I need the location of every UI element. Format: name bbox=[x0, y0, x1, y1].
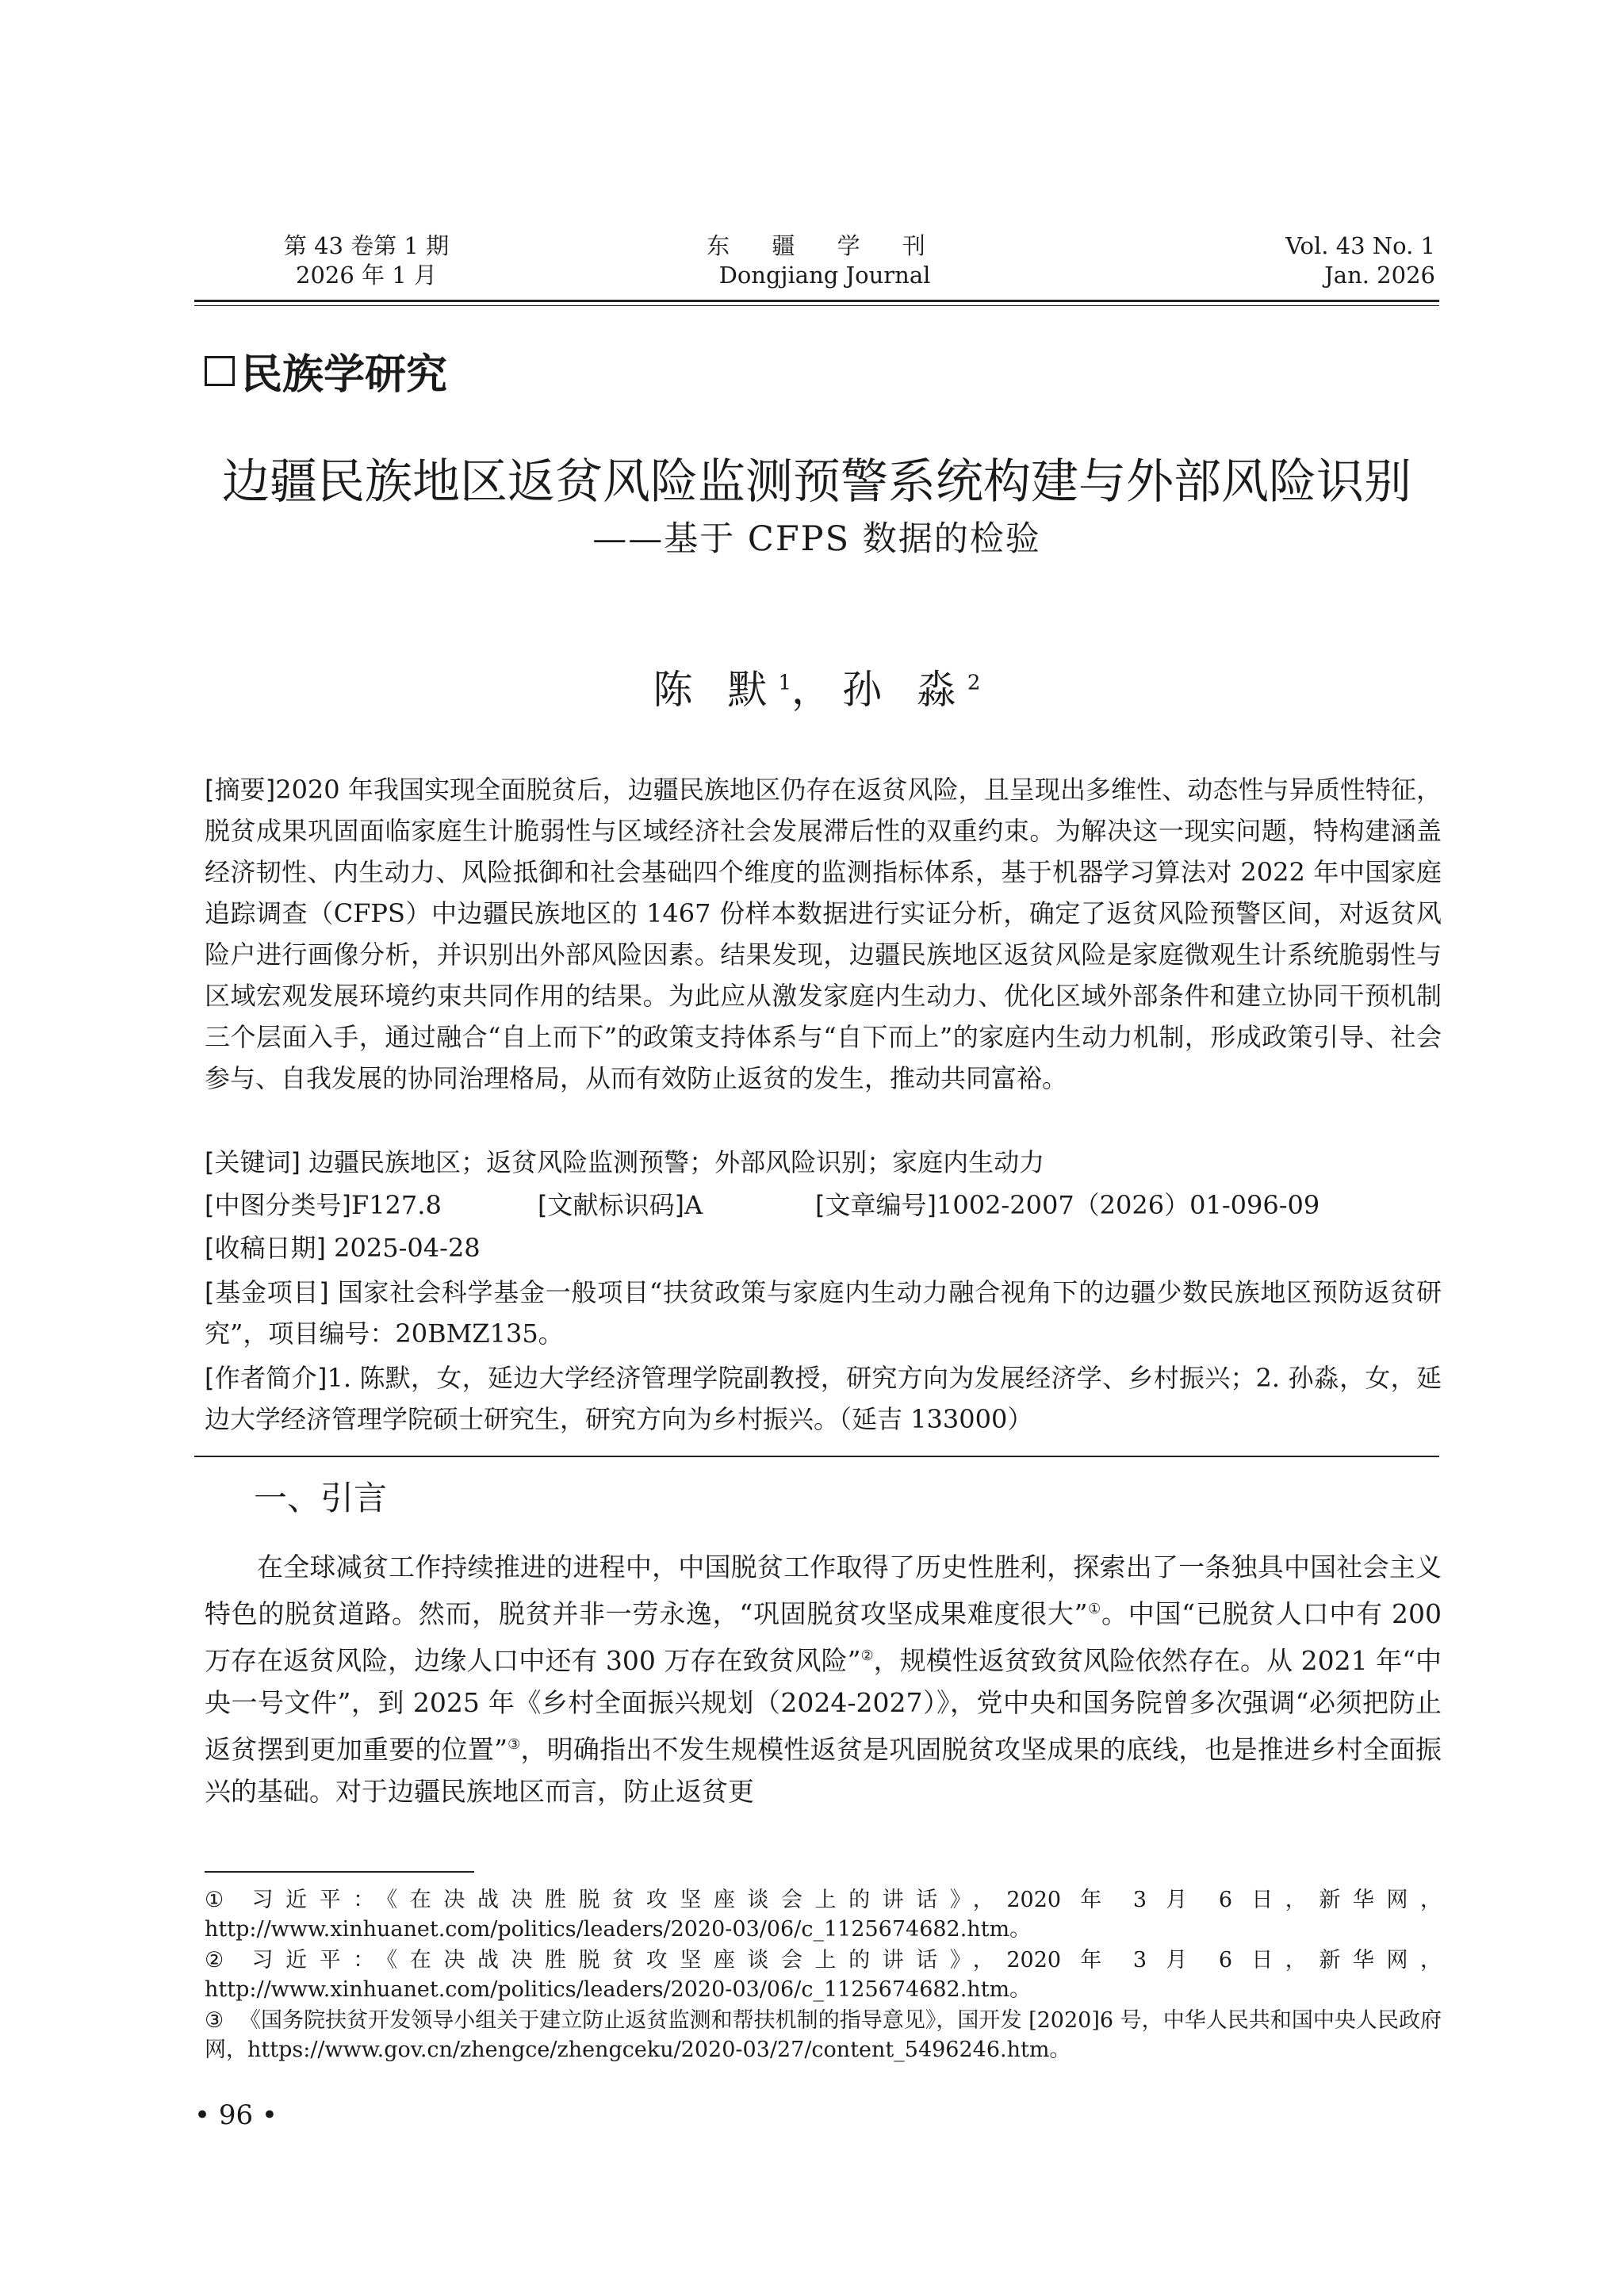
volume-en: Vol. 43 No. 1 bbox=[1285, 232, 1435, 259]
volume-issue: 第 43 卷第 1 期 bbox=[283, 232, 450, 259]
article-title: 边疆民族地区返贫风险监测预警系统构建与外部风险识别 bbox=[222, 454, 1411, 510]
received-value: 2025-04-28 bbox=[325, 1233, 481, 1263]
column-label bbox=[205, 341, 447, 400]
footnotes bbox=[205, 1885, 1442, 2066]
received-date bbox=[205, 1227, 1442, 1269]
clc-field bbox=[205, 1184, 538, 1226]
header-left bbox=[216, 232, 517, 290]
received-tag: [收稿日期] bbox=[205, 1233, 326, 1263]
author-intro-text: 1. 陈默，女，延边大学经济管理学院副教授，研究方向为发展经济学、乡村振兴；2. 孙淼，女，延边大学经济管理学院硕士研究生，研究方向为乡村振兴。（延吉 133000） bbox=[205, 1363, 1442, 1434]
author-1: 陈 默 bbox=[653, 667, 779, 713]
footnote-mark: ③ bbox=[205, 2008, 224, 2033]
article-number-value: 1002-2007（2026）01-096-09 bbox=[936, 1190, 1320, 1220]
article-number-field bbox=[815, 1184, 1320, 1226]
article-number-tag: [文章编号] bbox=[815, 1190, 936, 1220]
body-text-3: ，规模性返贫致贫风险依然存在。从 2021 年“中央一号文件”，到 2025 年《乡村全面振兴规划（2024-2027）》，党中央和国务院曾多次强调“必须把防止返贫摆到更加重要的位置” bbox=[205, 1645, 1442, 1765]
page-number: • 96 • bbox=[194, 2099, 278, 2131]
footnote-ref-2: ② bbox=[860, 1647, 874, 1664]
footnote bbox=[205, 1946, 1442, 2004]
body-paragraph bbox=[205, 1546, 1442, 1812]
footnote-text: 习近平：《在决战决胜脱贫攻坚座谈会上的讲话》，2020 年 3 月 6 日，新华网，http://www.xinhuanet.com/politics/leaders/2020-03/06/c_1125674682.htm。 bbox=[205, 1888, 1442, 1942]
keywords bbox=[205, 1142, 1442, 1183]
journal-name-cn: 东 疆 学 刊 bbox=[707, 232, 943, 259]
issue-date-cn: 2026 年 1 月 bbox=[296, 262, 437, 289]
footnote-text: 《国务院扶贫开发领导小组关于建立防止返贫监测和帮扶机制的指导意见》，国开发 [2020]6 号，中华人民共和国中央人民政府网，https://www.gov.cn/zhengce/zhengceku/2020-03/27/content_5496246.htm。 bbox=[205, 2008, 1442, 2062]
footnote-mark: ② bbox=[205, 1948, 224, 1973]
footnote-rule bbox=[205, 1871, 474, 1873]
author-intro-tag: [作者简介] bbox=[205, 1363, 327, 1393]
author-line bbox=[194, 658, 1439, 715]
footnote-ref-1: ① bbox=[1087, 1601, 1102, 1617]
keywords-text: 边疆民族地区；返贫风险监测预警；外部风险识别；家庭内生动力 bbox=[300, 1147, 1045, 1177]
doc-code-value: A bbox=[684, 1190, 703, 1220]
footnote bbox=[205, 1885, 1442, 1944]
abstract-rule bbox=[194, 1456, 1439, 1457]
body-text-1: 在全球减贫工作持续推进的进程中，中国脱贫工作取得了历史性胜利，探索出了一条独具中国社会主义特色的脱贫道路。然而，脱贫并非一劳永逸，“巩固脱贫攻坚成果难度很大” bbox=[205, 1552, 1442, 1629]
body-text-4: ，明确指出不发生规模性返贫是巩固脱贫攻坚成果的底线，也是推进乡村全面振兴的基础。对于边疆民族地区而言，防止返贫更 bbox=[205, 1734, 1442, 1807]
fund-tag: [基金项目] bbox=[205, 1277, 329, 1307]
issue-date-en: Jan. 2026 bbox=[1324, 262, 1435, 289]
footnote-ref-3: ③ bbox=[507, 1736, 521, 1753]
abstract bbox=[205, 769, 1442, 1099]
classification-row bbox=[205, 1184, 1442, 1226]
column-label-text: 民族学研究 bbox=[241, 351, 448, 399]
abstract-tag: [摘要] bbox=[205, 775, 276, 805]
footnote-text: 习近平：《在决战决胜脱贫攻坚座谈会上的讲话》，2020 年 3 月 6 日，新华网，http://www.xinhuanet.com/politics/leaders/2020-03/06/c_1125674682.htm。 bbox=[205, 1948, 1442, 2002]
abstract-text: 2020 年我国实现全面脱贫后，边疆民族地区仍存在返贫风险，且呈现出多维性、动态性与异质性特征，脱贫成果巩固面临家庭生计脆弱性与区域经济社会发展滞后性的双重约束。为解决这一现实问题，特构建涵盖经济韧性、内生动力、风险抵御和社会基础四个维度的监测指标体系，基于机器学习算法对 2022 年中国家庭追踪调查（CFPS）中边疆民族地区的 1467 份样本数据进行实证分析，确定了返贫风险预警区间，对返贫风险户进行画像分析，并识别出外部风险因素。结果发现，边疆民族地区返贫风险是家庭微观生计系统脆弱性与区域宏观发展环境约束共同作用的结果。为此应从激发家庭内生动力、优化区域外部条件和建立协同干预机制三个层面入手，通过融合“自上而下”的政策支持体系与“自下而上”的家庭内生动力机制，形成政策引导、社会参与、自我发展的协同治理格局，从而有效防止返贫的发生，推动共同富裕。 bbox=[205, 775, 1442, 1093]
square-box-icon bbox=[205, 356, 235, 386]
author-intro bbox=[205, 1357, 1442, 1440]
journal-name-en: Dongjiang Journal bbox=[718, 262, 931, 289]
keywords-tag: [关键词] bbox=[205, 1147, 301, 1177]
author-separator: ， bbox=[791, 667, 842, 713]
author-2-affiliation: 2 bbox=[967, 671, 981, 695]
section-title: 一、引言 bbox=[254, 1479, 388, 1517]
doc-code-field bbox=[538, 1184, 815, 1226]
header-right bbox=[1174, 232, 1435, 290]
author-2: 孙 淼 bbox=[842, 667, 967, 713]
author-1-affiliation: 1 bbox=[778, 671, 791, 695]
body-text-2: 。中国“已脱贫人口中有 200 万存在返贫风险，边缘人口中还有 300 万存在致贫风险” bbox=[205, 1598, 1442, 1676]
doc-code-tag: [文献标识码] bbox=[538, 1190, 684, 1220]
header-rule bbox=[194, 300, 1439, 302]
article-subtitle: ——基于 CFPS 数据的检验 bbox=[592, 519, 1041, 559]
fund-text: 国家社会科学基金一般项目“扶贫政策与家庭内生动力融合视角下的边疆少数民族地区预防返贫研究”，项目编号：20BMZ135。 bbox=[205, 1277, 1442, 1349]
fund-project bbox=[205, 1272, 1442, 1354]
header-rule-thin bbox=[194, 305, 1439, 306]
clc-value: F127.8 bbox=[350, 1190, 442, 1220]
footnote bbox=[205, 2006, 1442, 2064]
clc-tag: [中图分类号] bbox=[205, 1190, 351, 1220]
footnote-mark: ① bbox=[205, 1888, 224, 1912]
header-center bbox=[658, 232, 991, 290]
